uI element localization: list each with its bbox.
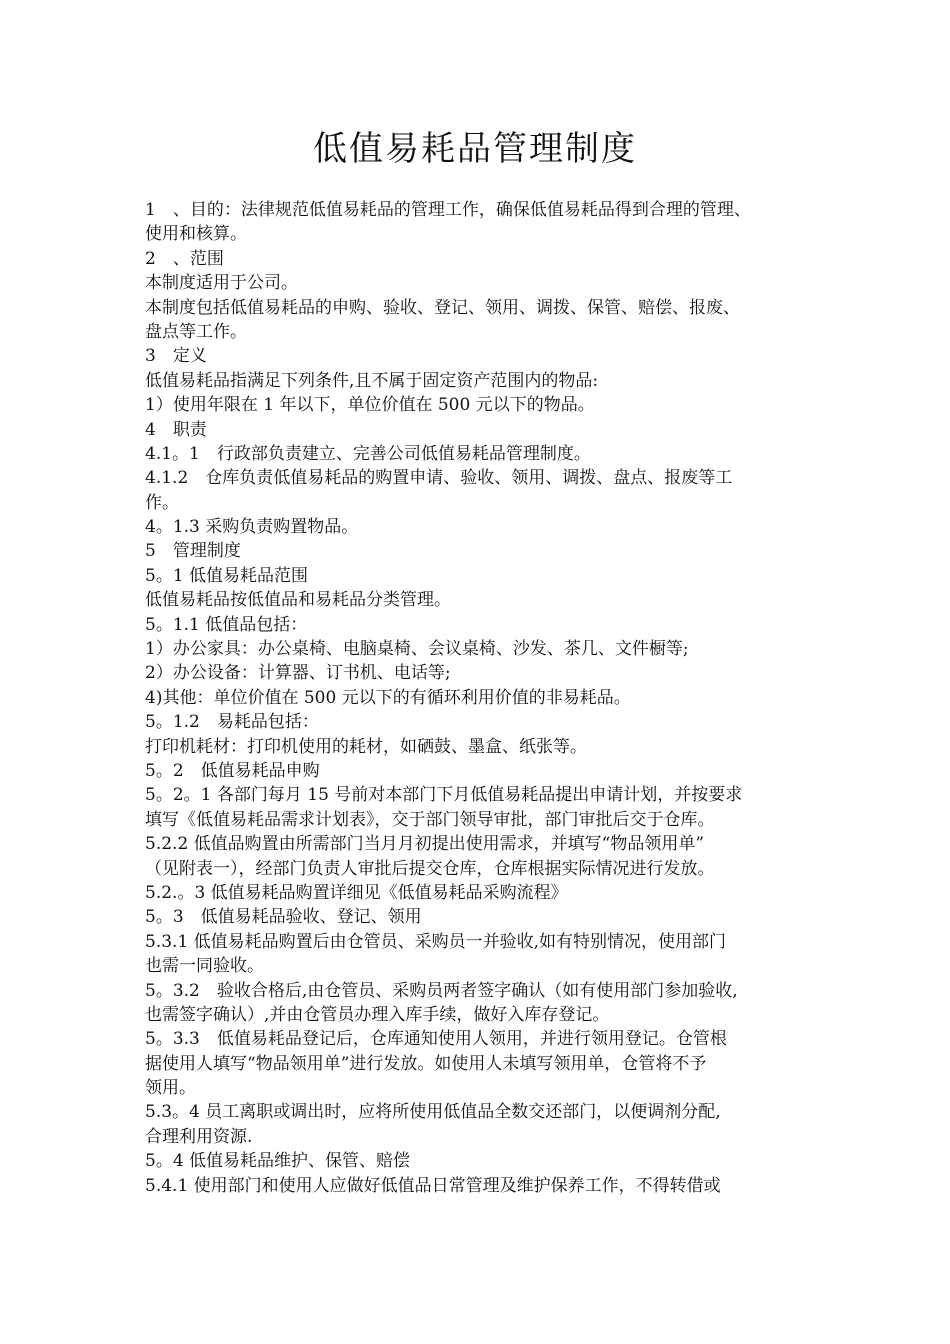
body-line: 1）使用年限在 1 年以下，单位价值在 500 元以下的物品。 [145, 395, 595, 416]
subsection-heading: 5。3 低值易耗品验收、登记、领用 [145, 907, 422, 928]
body-line: 也需签字确认）,并由仓管员办理入库手续，做好入库存登记。 [145, 1004, 610, 1025]
body-line: 盘点等工作。 [145, 321, 247, 342]
body-line: 合理利用资源. [145, 1126, 253, 1147]
section-heading: 5 管理制度 [145, 541, 241, 562]
body-line: 打印机耗材：打印机使用的耗材，如硒鼓、墨盒、纸张等。 [145, 736, 587, 757]
body-line: 1 、目的：法律规范低值易耗品的管理工作，确保低值易耗品得到合理的管理、 [145, 200, 751, 220]
body-line: 据使用人填写“物品领用单”进行发放。如使用人未填写领用单，仓管将不予 [145, 1053, 707, 1074]
section-heading: 4 职责 [145, 419, 207, 440]
body-line: 5。3.3 低值易耗品登记后，仓库通知使用人领用，并进行领用登记。仓管根 [145, 1029, 727, 1050]
subsection-heading: 5。2 低值易耗品申购 [145, 760, 320, 781]
body-line: 5。1.2 易耗品包括： [145, 712, 319, 733]
body-line: 5。3.2 验收合格后,由仓管员、采购员两者签字确认（如有使用部门参加验收, [145, 980, 738, 1001]
body-line: 5。2。1 各部门每月 15 号前对本部门下月低值易耗品提出申请计划，并按要求 [145, 785, 743, 806]
body-line: 4.1。1 行政部负责建立、完善公司低值易耗品管理制度。 [145, 443, 591, 464]
body-line: 5.3.1 低值易耗品购置后由仓管员、采购员一并验收,如有特别情况，使用部门 [145, 931, 727, 952]
subsection-heading: 5。4 低值易耗品维护、保管、赔偿 [145, 1151, 411, 1172]
body-line: 5.4.1 使用部门和使用人应做好低值品日常管理及维护保养工作，不得转借或 [145, 1175, 721, 1196]
body-line: 4.1.2 仓库负责低值易耗品的购置申请、验收、领用、调拨、盘点、报废等工 [145, 468, 733, 489]
document-body [145, 198, 825, 1198]
document-title: 低值易耗品管理制度 [313, 129, 637, 169]
body-line: 本制度适用于公司。 [145, 273, 298, 294]
body-line: 4。1.3 采购负责购置物品。 [145, 517, 359, 538]
body-line: 作。 [145, 492, 179, 513]
body-line: 低值易耗品指满足下列条件,且不属于固定资产范围内的物品: [145, 370, 599, 391]
body-line: 5.2.。3 低值易耗品购置详细见《低值易耗品采购流程》 [145, 882, 568, 903]
body-line: 1）办公家具：办公桌椅、电脑桌椅、会议桌椅、沙发、茶几、文件橱等; [145, 639, 689, 660]
body-line: 使用和核算。 [145, 224, 247, 245]
body-line: 5.3。4 员工离职或调出时，应将所使用低值品全数交还部门，以便调剂分配, [145, 1102, 721, 1123]
body-line: 领用。 [145, 1078, 196, 1099]
body-line: 低值易耗品按低值品和易耗品分类管理。 [145, 590, 451, 611]
body-line: 填写《低值易耗品需求计划表》，交于部门领导审批，部门审批后交于仓库。 [145, 809, 715, 830]
body-line: 5。1.1 低值品包括： [145, 614, 308, 635]
body-line: 4)其他：单位价值在 500 元以下的有循环利用价值的非易耗品。 [145, 687, 631, 708]
subsection-heading: 5。1 低值易耗品范围 [145, 565, 309, 586]
body-line: （见附表一），经部门负责人审批后提交仓库，仓库根据实际情况进行发放。 [145, 858, 715, 879]
body-line: 也需一同验收。 [145, 956, 264, 977]
section-heading: 3 定义 [145, 346, 207, 367]
body-line: 2）办公设备：计算器、订书机、电话等; [145, 663, 451, 684]
body-line: 本制度包括低值易耗品的申购、验收、登记、领用、调拨、保管、赔偿、报废、 [145, 297, 740, 318]
section-heading: 2 、范围 [145, 248, 224, 269]
body-line: 5.2.2 低值品购置由所需部门当月月初提出使用需求，并填写“物品领用单” [145, 834, 705, 855]
